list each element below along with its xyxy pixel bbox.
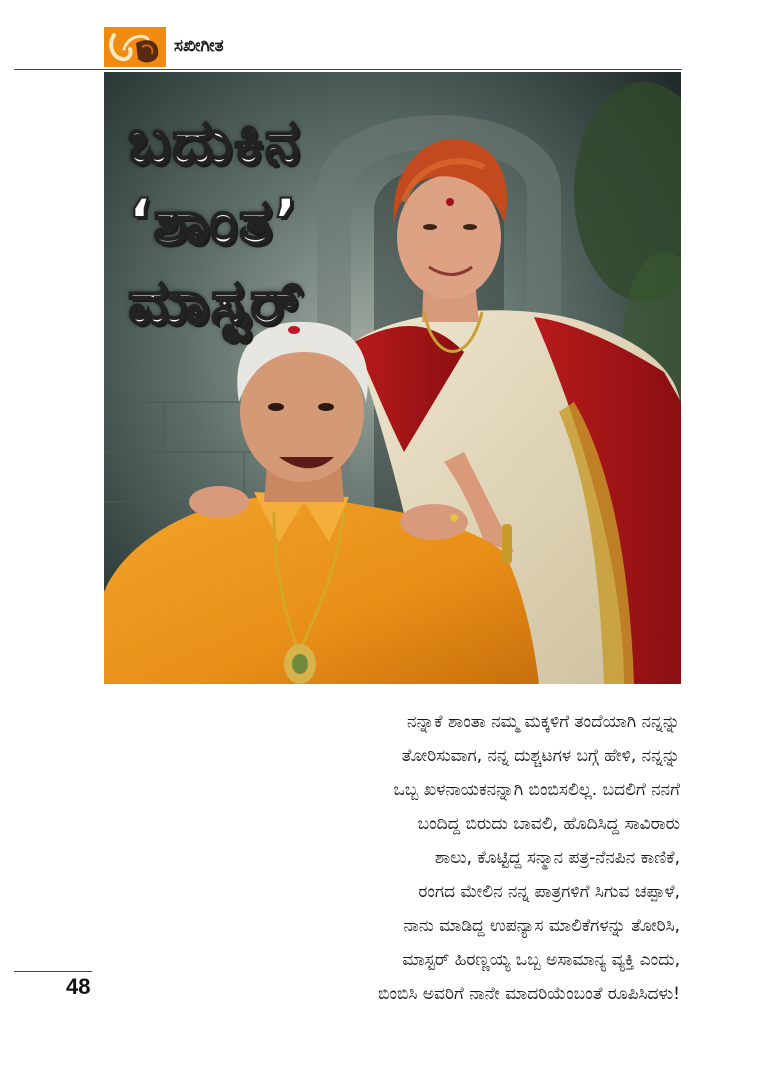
page-header <box>0 0 767 72</box>
page-number: 48 <box>66 974 91 999</box>
header-divider <box>14 69 682 70</box>
text-line: ನಾನು ಮಾಡಿದ್ದ ಉಪನ್ಯಾಸ ಮಾಲಿಕೆಗಳನ್ನು ತೋರಿಸಿ, <box>403 916 680 936</box>
text-line: ಮಾಸ್ಟರ್ ಹಿರಣ್ಣಯ್ಯ ಒಬ್ಬ ಅಸಾಮಾನ್ಯ ವ್ಯಕ್ತಿ ಎಂದು, <box>402 950 680 970</box>
article-text <box>252 705 680 1011</box>
footer-divider <box>14 971 92 972</box>
section-title: ಸಖೀಗೀತ <box>174 36 224 56</box>
text-line: ಬಿಂಬಿಸಿ ಅವರಿಗೆ ನಾನೇ ಮಾದರಿಯೆಂಬಂತೆ ರೂಪಿಸಿದಳು! <box>378 984 680 1004</box>
text-line: ಬಂದಿದ್ದ ಬಿರುದು ಬಾವಲಿ, ಹೊದಿಸಿದ್ದ ಸಾವಿರಾರು <box>417 814 680 834</box>
text-line: ಶಾಲು, ಕೊಟ್ಟಿದ್ದ ಸನ್ಮಾನ ಪತ್ರ-ನೆನಪಿನ ಕಾಣಿಕೆ, <box>434 848 680 868</box>
text-line: ಒಬ್ಬ ಖಳನಾಯಕನನ್ನಾಗಿ ಬಿಂಬಿಸಲಿಲ್ಲ. ಬದಲಿಗೆ ನನಗೆ <box>393 780 680 800</box>
headline-line: ‘ಶಾಂತ’ <box>128 185 300 258</box>
magazine-logo-icon <box>104 27 166 67</box>
headline-line: ಬದುಕಿನ <box>128 105 302 178</box>
headline-line: ಮಾಸ್ಟರ್ <box>128 265 306 338</box>
text-line: ರಂಗದ ಮೇಲಿನ ನನ್ನ ಪಾತ್ರಗಳಿಗೆ ಸಿಗುವ ಚಪ್ಪಾಳೆ, <box>418 882 680 902</box>
text-line: ತೋರಿಸುವಾಗ, ನನ್ನ ದುಶ್ಚಟಗಳ ಬಗ್ಗೆ ಹೇಳಿ, ನನ್ನನ್ನು <box>401 746 680 766</box>
text-line: ನನ್ನಾಕೆ ಶಾಂತಾ ನಮ್ಮ ಮಕ್ಕಳಿಗೆ ತಂದೆಯಾಗಿ ನನ್ನನ್ನು <box>407 712 680 732</box>
headline <box>128 102 305 342</box>
feature-photo <box>104 72 681 684</box>
